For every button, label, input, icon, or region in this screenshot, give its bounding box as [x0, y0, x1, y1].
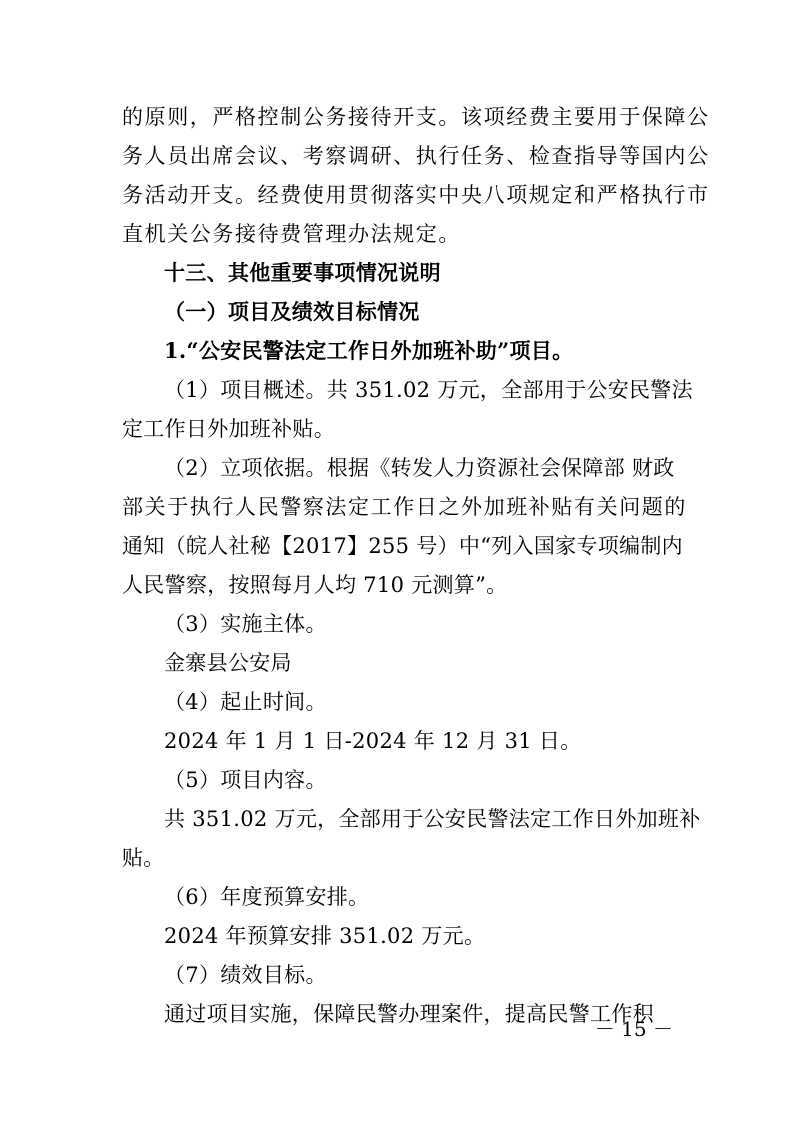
paragraph-line: （5）项目内容。 [164, 768, 327, 792]
paragraph-line: 定工作日外加班补贴。 [122, 417, 335, 441]
paragraph-line: 通知（皖人社秘【2017】255 号）中“列入国家专项编制内 [122, 534, 683, 558]
subsection-heading: （一）项目及绩效目标情况 [164, 299, 420, 324]
page-number: － 15 － [594, 1017, 673, 1041]
paragraph-line: 务人员出席会议、考察调研、执行任务、检查指导等国内公 [122, 144, 710, 168]
paragraph-line: 2024 年 1 月 1 日-2024 年 12 月 31 日。 [164, 729, 582, 753]
paragraph-line: 部关于执行人民警察法定工作日之外加班补贴有关问题的 [122, 495, 687, 519]
paragraph-line: 贴。 [122, 846, 165, 870]
paragraph-line: 直机关公务接待费管理办法规定。 [122, 222, 461, 246]
paragraph-line: 金寨县公安局 [164, 651, 292, 675]
paragraph-line: （1）项目概述。共 351.02 万元，全部用于公安民警法 [164, 378, 693, 402]
paragraph-line: 务活动开支。经费使用贯彻落实中央八项规定和严格执行市 [122, 183, 710, 207]
paragraph-line: （6）年度预算安排。 [164, 885, 370, 909]
section-heading: 十三、其他重要事项情况说明 [164, 260, 441, 285]
paragraph-line: （7）绩效目标。 [164, 963, 327, 987]
item-heading: 1.“公安民警法定工作日外加班补助”项目。 [164, 338, 574, 363]
paragraph-line: 2024 年预算安排 351.02 万元。 [164, 924, 486, 948]
paragraph-line: 共 351.02 万元，全部用于公安民警法定工作日外加班补 [164, 807, 701, 831]
paragraph-line: （3）实施主体。 [164, 612, 327, 636]
paragraph-line: （2）立项依据。根据《转发人力资源社会保障部 财政 [164, 456, 675, 480]
paragraph-line: 人民警察，按照每月人均 710 元测算”。 [122, 573, 508, 597]
paragraph-line: （4）起止时间。 [164, 690, 327, 714]
paragraph-line: 通过项目实施，保障民警办理案件，提高民警工作积 [164, 1002, 654, 1026]
paragraph-line: 的原则，严格控制公务接待开支。该项经费主要用于保障公 [122, 105, 710, 129]
